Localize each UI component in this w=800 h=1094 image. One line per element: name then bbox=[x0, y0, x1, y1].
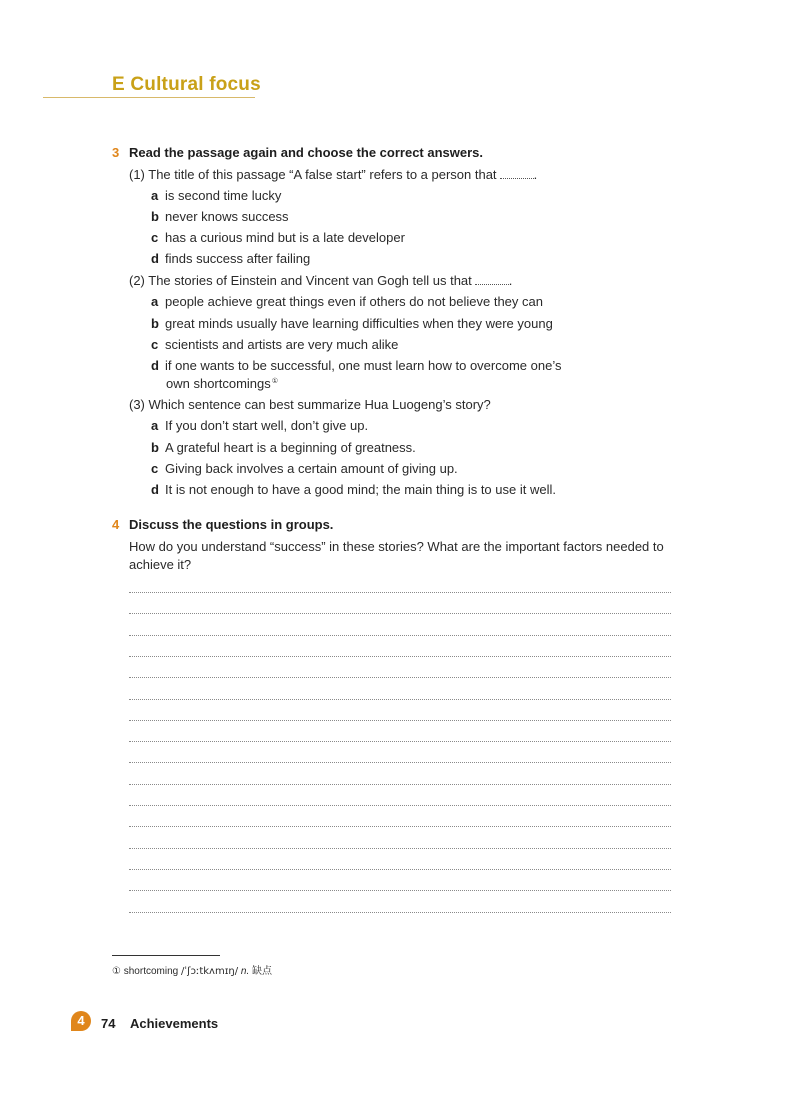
question-number: 4 bbox=[112, 517, 120, 532]
footnote-marker: ① bbox=[271, 377, 279, 385]
footnote-divider bbox=[112, 955, 220, 956]
answer-option[interactable] bbox=[151, 209, 289, 224]
option-text: people achieve great things even if others do not believe they can bbox=[165, 294, 543, 309]
writing-line[interactable] bbox=[129, 869, 671, 870]
option-text: is second time lucky bbox=[165, 188, 282, 203]
option-letter: b bbox=[151, 440, 159, 455]
option-text: Giving back involves a certain amount of giving up. bbox=[165, 461, 458, 476]
unit-badge: 4 bbox=[71, 1011, 91, 1031]
option-letter: d bbox=[151, 358, 159, 373]
question-stem bbox=[129, 397, 491, 412]
option-text: scientists and artists are very much alike bbox=[165, 337, 399, 352]
answer-option[interactable] bbox=[151, 461, 458, 476]
section-divider bbox=[43, 97, 255, 98]
option-text: If you don’t start well, don’t give up. bbox=[165, 418, 369, 433]
footnote bbox=[112, 962, 272, 977]
answer-blank[interactable] bbox=[500, 169, 534, 179]
stem-text: (1) The title of this passage “A false start” refers to a person that bbox=[129, 167, 497, 182]
option-text: own shortcomings bbox=[166, 376, 271, 391]
answer-option[interactable] bbox=[151, 316, 553, 331]
answer-option[interactable] bbox=[151, 358, 561, 373]
writing-line[interactable] bbox=[129, 592, 671, 593]
writing-line[interactable] bbox=[129, 805, 671, 806]
answer-option[interactable] bbox=[151, 418, 368, 433]
discussion-prompt: How do you understand “success” in these stories? What are the important factors needed to achieve it? bbox=[129, 539, 664, 572]
footnote-gloss: 缺点 bbox=[252, 966, 273, 977]
question-stem: (2) The stories of Einstein and Vincent van Gogh tell us that . bbox=[129, 273, 513, 288]
answer-option[interactable] bbox=[151, 337, 398, 352]
option-text: has a curious mind but is a late developer bbox=[165, 230, 405, 245]
option-letter: d bbox=[151, 251, 159, 266]
option-text: It is not enough to have a good mind; the main thing is to use it well. bbox=[165, 482, 556, 497]
question-3-heading bbox=[112, 145, 483, 160]
writing-line[interactable] bbox=[129, 741, 671, 742]
option-text: great minds usually have learning difficulties when they were young bbox=[165, 316, 553, 331]
question-instruction: Discuss the questions in groups. bbox=[129, 517, 334, 532]
answer-option[interactable] bbox=[151, 230, 405, 245]
option-letter: a bbox=[151, 294, 159, 309]
option-text: if one wants to be successful, one must learn how to overcome one’s bbox=[165, 358, 562, 373]
option-letter: a bbox=[151, 418, 159, 433]
writing-line[interactable] bbox=[129, 720, 671, 721]
stem-text: (3) Which sentence can best summarize Hua Luogeng’s story? bbox=[129, 397, 491, 412]
footnote-mark: ① bbox=[112, 966, 121, 977]
answer-blank[interactable] bbox=[475, 275, 509, 285]
writing-line[interactable] bbox=[129, 635, 671, 636]
question-stem: (1) The title of this passage “A false start” refers to a person that . bbox=[129, 167, 538, 182]
option-letter: a bbox=[151, 188, 159, 203]
writing-line[interactable] bbox=[129, 826, 671, 827]
answer-option[interactable] bbox=[151, 251, 310, 266]
option-letter: c bbox=[151, 461, 159, 476]
question-instruction: Read the passage again and choose the correct answers. bbox=[129, 145, 484, 160]
writing-line[interactable] bbox=[129, 656, 671, 657]
option-letter: b bbox=[151, 209, 159, 224]
unit-title: Achievements bbox=[130, 1016, 219, 1031]
option-text: finds success after failing bbox=[165, 251, 311, 266]
writing-line[interactable] bbox=[129, 613, 671, 614]
writing-line[interactable] bbox=[129, 890, 671, 891]
option-letter: c bbox=[151, 337, 159, 352]
option-text: never knows success bbox=[165, 209, 289, 224]
writing-line[interactable] bbox=[129, 784, 671, 785]
writing-line[interactable] bbox=[129, 762, 671, 763]
question-4-heading bbox=[112, 517, 333, 532]
writing-line[interactable] bbox=[129, 848, 671, 849]
footnote-pronunciation: /ˈʃɔːtkʌmɪŋ/ bbox=[181, 966, 239, 977]
answer-option[interactable] bbox=[151, 188, 281, 203]
stem-text: (2) The stories of Einstein and Vincent van Gogh tell us that bbox=[129, 273, 472, 288]
writing-line[interactable] bbox=[129, 677, 671, 678]
option-continuation bbox=[166, 376, 278, 391]
page-number: 74 bbox=[101, 1016, 116, 1031]
writing-line[interactable] bbox=[129, 699, 671, 700]
answer-option[interactable] bbox=[151, 482, 556, 497]
option-letter: c bbox=[151, 230, 159, 245]
answer-option[interactable] bbox=[151, 440, 416, 455]
footnote-part-of-speech: n. bbox=[240, 966, 250, 977]
option-letter: b bbox=[151, 316, 159, 331]
writing-line[interactable] bbox=[129, 912, 671, 913]
question-number: 3 bbox=[112, 145, 120, 160]
option-letter: d bbox=[151, 482, 159, 497]
answer-option[interactable] bbox=[151, 294, 543, 309]
option-text: A grateful heart is a beginning of greatness. bbox=[165, 440, 416, 455]
footnote-word: shortcoming bbox=[123, 966, 179, 977]
section-title: E Cultural focus bbox=[112, 74, 261, 95]
